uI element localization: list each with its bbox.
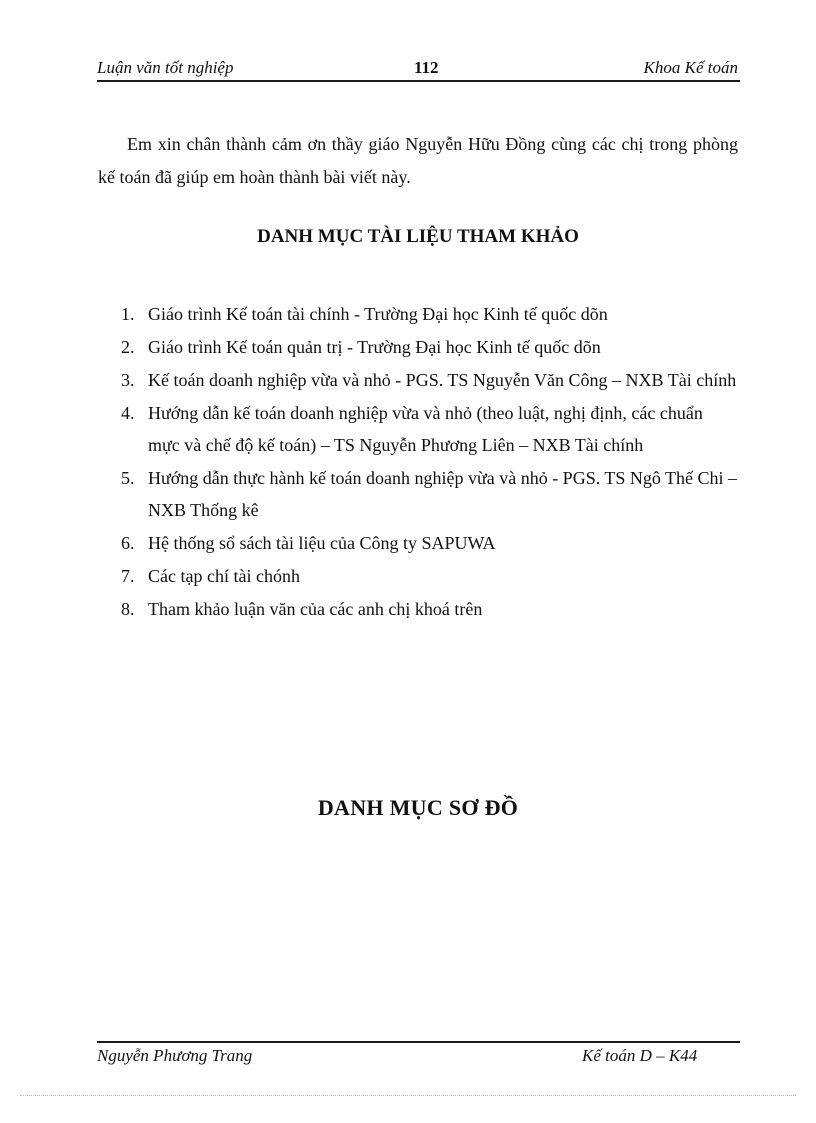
list-item-number: 1. <box>121 304 135 324</box>
header-thesis-label: Luận văn tốt nghiệp <box>97 58 234 77</box>
list-item-text: Hệ thống sổ sách tài liệu của Công ty SAPUWA <box>148 533 496 553</box>
list-item-number: 2. <box>121 337 135 357</box>
list-item-number: 4. <box>121 403 135 423</box>
list-item-number: 3. <box>121 370 135 390</box>
list-item-text: Hướng dẫn thực hành kế toán doanh nghiệp vừa và nhỏ - PGS. TS Ngô Thế Chi – NXB Thống kê <box>148 468 738 520</box>
list-item-number: 8. <box>121 599 135 619</box>
footer-author: Nguyễn Phương Trang <box>97 1046 253 1065</box>
list-item-text: Giáo trình Kế toán quản trị - Trường Đại học Kinh tế quốc dõn <box>148 337 601 357</box>
list-item <box>121 593 739 625</box>
list-item-number: 6. <box>121 533 135 553</box>
footer-rule <box>97 1041 740 1043</box>
header-rule <box>97 80 740 82</box>
list-item-text: Tham khảo luận văn của các anh chị khoá trên <box>148 599 483 619</box>
diagrams-title: DANH MỤC SƠ ĐỒ <box>317 795 519 820</box>
footer-class: Kế toán D – K44 <box>582 1046 698 1065</box>
acknowledgement-paragraph: Em xin chân thành cảm ơn thầy giáo Nguyễn Hữu Đồng cùng các chị trong phòng kế toán đã giúp em hoàn thành bài viết này. <box>98 134 738 187</box>
list-item <box>121 397 739 461</box>
page-footer <box>97 1046 740 1070</box>
references-list <box>121 298 739 626</box>
list-item-text: Kế toán doanh nghiệp vừa và nhỏ - PGS. TS Nguyễn Văn Công – NXB Tài chính <box>148 370 737 390</box>
list-item <box>121 462 739 526</box>
page-header <box>97 58 740 80</box>
list-item <box>121 364 739 396</box>
list-item <box>121 560 739 592</box>
list-item <box>121 298 739 330</box>
references-title: DANH MỤC TÀI LIỆU THAM KHẢO <box>257 226 579 247</box>
page-bottom-dotted-line <box>20 1095 796 1096</box>
list-item-text: Giáo trình Kế toán tài chính - Trường Đại học Kinh tế quốc dõn <box>148 304 608 324</box>
list-item-number: 5. <box>121 468 135 488</box>
list-item-text: Hướng dẫn kế toán doanh nghiệp vừa và nhỏ (theo luật, nghị định, các chuẩn mực và chế độ kế toán) – TS Nguyễn Phương Liên – NXB Tài chính <box>148 403 703 455</box>
list-item <box>121 331 739 363</box>
header-faculty-label: Khoa Kế toán <box>643 58 738 77</box>
list-item <box>121 527 739 559</box>
list-item-number: 7. <box>121 566 135 586</box>
page-number: 112 <box>414 58 439 77</box>
list-item-text: Các tạp chí tài chónh <box>148 566 300 586</box>
